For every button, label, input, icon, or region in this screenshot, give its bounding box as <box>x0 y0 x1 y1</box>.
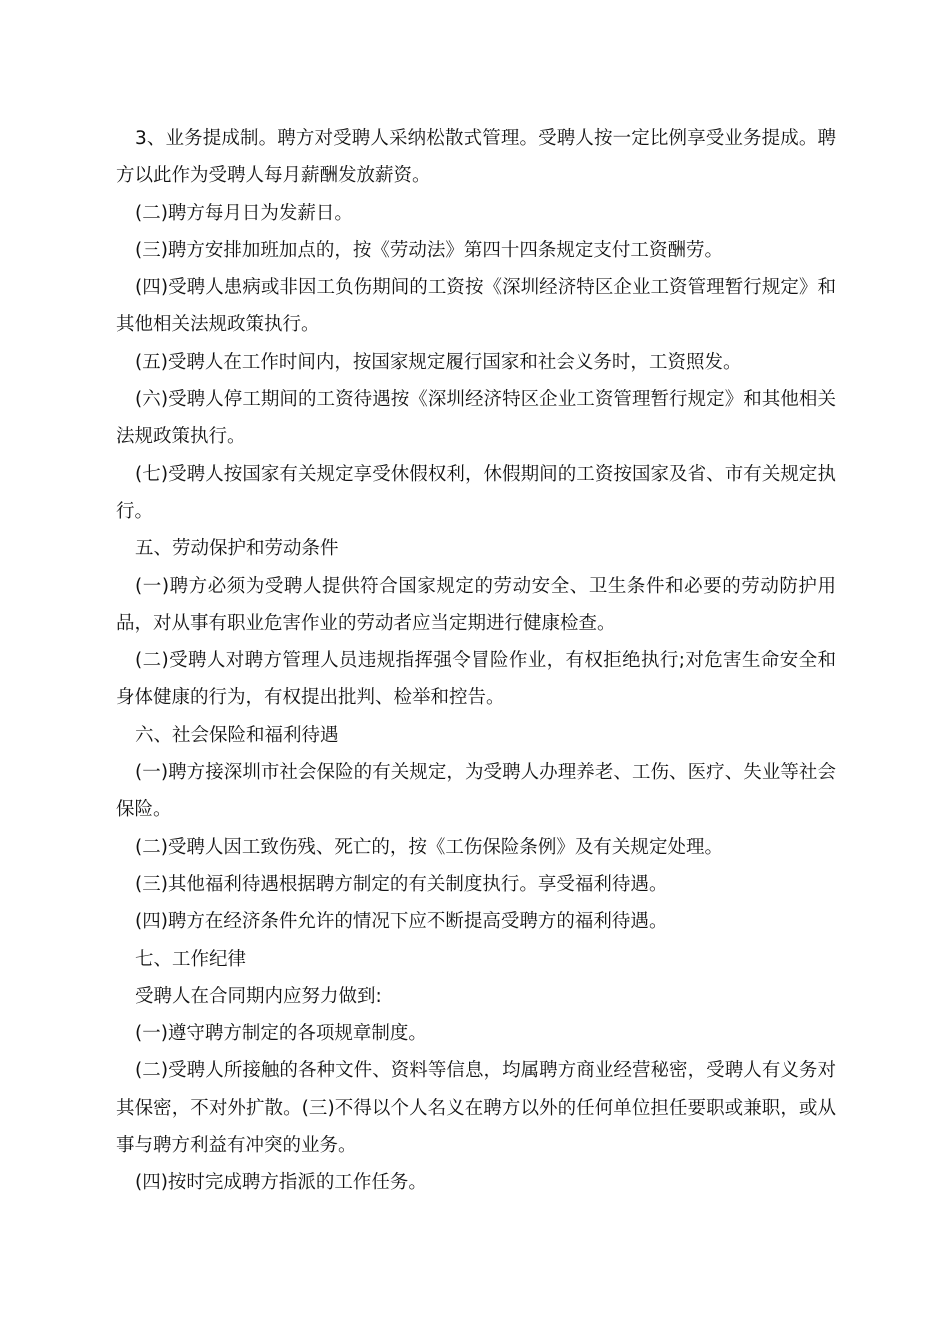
paragraph-overtime-pay: (三)聘方安排加班加点的，按《劳动法》第四十四条规定支付工资酬劳。 <box>135 239 723 261</box>
paragraph-commission-system: 3、业务提成制。聘方对受聘人采纳松散式管理。受聘人按一定比例享受业务提成。聘方以此作为受聘人每月薪酬发放薪资。 <box>116 128 836 187</box>
paragraph-confidentiality: (二)受聘人所接触的各种文件、资料等信息，均属聘方商业经营秘密，受聘人有义务对其保密，不对外扩散。(三)不得以个人名义在聘方以外的任何单位担任要职或兼职，或从事与聘方利益有冲突的业务。 <box>116 1060 836 1157</box>
paragraph-pay-day: (二)聘方每月日为发薪日。 <box>135 202 353 224</box>
paragraph-discipline-intro: 受聘人在合同期内应努力做到: <box>135 985 382 1007</box>
section-heading-labor-protection: 五、劳动保护和劳动条件 <box>135 538 339 560</box>
paragraph-insurance-enrollment: (一)聘方接深圳市社会保险的有关规定，为受聘人办理养老、工伤、医疗、失业等社会保险。 <box>116 762 836 821</box>
paragraph-social-duty-pay: (五)受聘人在工作时间内，按国家规定履行国家和社会义务时，工资照发。 <box>135 351 742 373</box>
document-body <box>116 120 836 1202</box>
section-heading-social-insurance: 六、社会保险和福利待遇 <box>135 724 339 746</box>
paragraph-follow-rules: (一)遵守聘方制定的各项规章制度。 <box>135 1023 427 1045</box>
paragraph-work-stoppage-pay: (六)受聘人停工期间的工资待遇按《深圳经济特区企业工资管理暂行规定》和其他相关法规政策执行。 <box>116 389 836 448</box>
paragraph-refuse-risky-work: (二)受聘人对聘方管理人员违规指挥强令冒险作业，有权拒绝执行;对危害生命安全和身体健康的行为，有权提出批判、检举和控告。 <box>116 650 836 709</box>
paragraph-improve-benefits: (四)聘方在经济条件允许的情况下应不断提高受聘方的福利待遇。 <box>135 911 668 933</box>
paragraph-sick-leave-pay: (四)受聘人患病或非因工负伤期间的工资按《深圳经济特区企业工资管理暂行规定》和其他相关法规政策执行。 <box>116 277 836 336</box>
paragraph-complete-tasks: (四)按时完成聘方指派的工作任务。 <box>135 1172 427 1194</box>
paragraph-safety-conditions: (一)聘方必须为受聘人提供符合国家规定的劳动安全、卫生条件和必要的劳动防护用品，对从事有职业危害作业的劳动者应当定期进行健康检查。 <box>116 575 836 634</box>
paragraph-other-benefits: (三)其他福利待遇根据聘方制定的有关制度执行。享受福利待遇。 <box>135 873 668 895</box>
paragraph-vacation-pay: (七)受聘人按国家有关规定享受休假权利，休假期间的工资按国家及省、市有关规定执行。 <box>116 463 836 522</box>
section-heading-work-discipline: 七、工作纪律 <box>135 948 247 970</box>
paragraph-work-injury: (二)受聘人因工致伤残、死亡的，按《工伤保险条例》及有关规定处理。 <box>135 836 723 858</box>
